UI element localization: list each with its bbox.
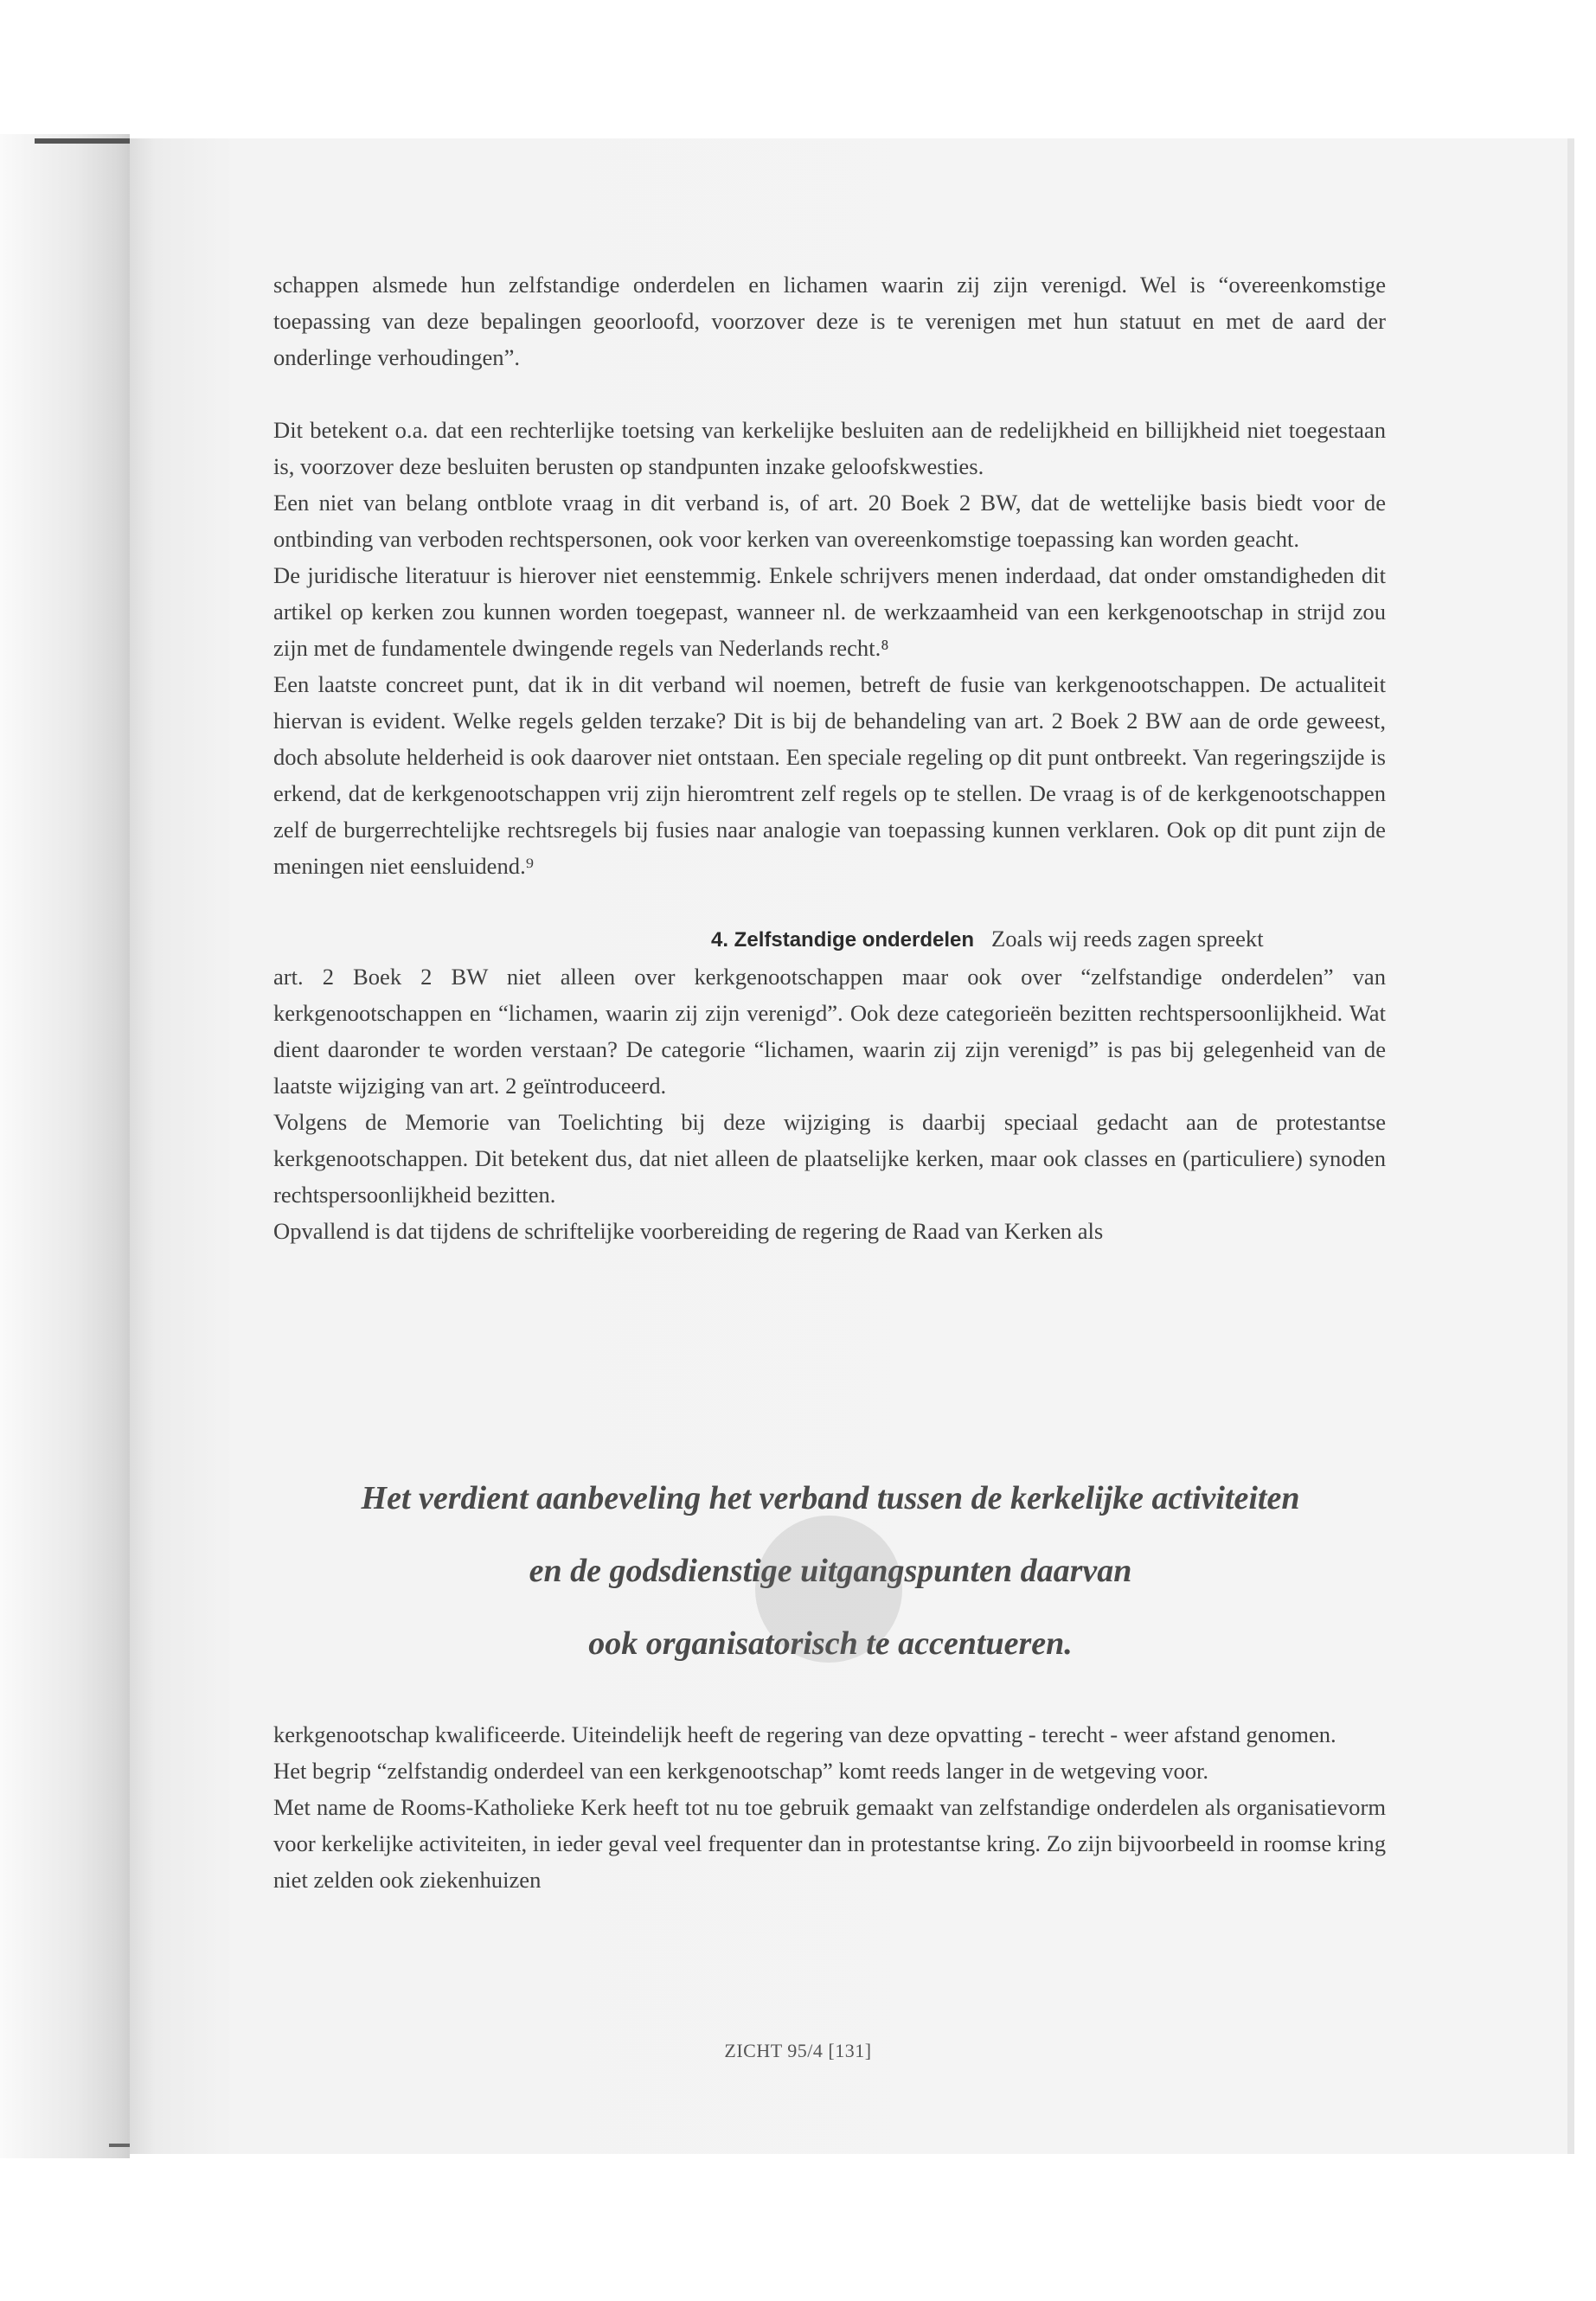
paragraph: Opvallend is dat tijdens de schriftelijke voorbereiding de regering de Raad van Kerken als xyxy=(273,1218,1104,1244)
pull-quote-line: en de godsdienstige uitgangspunten daarvan xyxy=(529,1553,1132,1589)
pull-quote-line: Het verdient aanbeveling het verband tussen de kerkelijke activiteiten xyxy=(361,1480,1300,1516)
paragraph: Een laatste concreet punt, dat ik in dit verband wil noemen, betreft de fusie van kerkgenootschappen. De actualiteit hiervan is evident. Welke regels gelden terzake? Dit is bij de behandeling van art. 2 Boek 2 BW aan de orde geweest, doch absolute helderheid is ook daarover niet ontstaan. Een speciale regeling op dit punt ontbreekt. Van regeringszijde is erkend, dat de kerkgenootschappen vrij zijn hieromtrent zelf regels op te stellen. De vraag is of de kerkgenootschappen zelf de burgerrechtelijke rechtsregels bij fusies naar analogie van toepassing kunnen verklaren. Ook op dit punt zijn de meningen niet eensluidend.⁹ xyxy=(273,671,1386,879)
paragraph: Een niet van belang ontblote vraag in dit verband is, of art. 20 Boek 2 BW, dat de wettelijke basis biedt voor de ontbinding van verboden rechtspersonen, ook voor kerken van overeenkomstige toepassing kan worden geacht. xyxy=(273,490,1386,552)
body-text-top xyxy=(273,266,1386,1249)
paragraph: De juridische literatuur is hierover niet eenstemmig. Enkele schrijvers menen inderdaad, dat onder omstandigheden dit artikel op kerken zou kunnen worden toegepast, wanneer nl. de werkzaamheid van een kerkgenootschap in strijd zou zijn met de fundamentele dwingende regels van Nederlands recht.⁸ xyxy=(273,562,1386,661)
section-heading-line xyxy=(273,920,1386,958)
section-lead: Zoals wij reeds zagen spreekt xyxy=(991,926,1264,952)
binding-mark-top xyxy=(35,138,130,144)
paragraph: schappen alsmede hun zelfstandige onderdelen en lichamen waarin zij zijn verenigd. Wel is “overeenkomstige toepassing van deze bepalingen geoorloofd, voorzover deze is te verenigen met hun statuut en met de aard der onderlinge verhoudingen”. xyxy=(273,272,1386,370)
page-footer: ZICHT 95/4 [131] xyxy=(724,2040,872,2061)
book-binding xyxy=(0,134,130,2158)
page-edge xyxy=(1567,138,1574,2154)
section-heading: 4. Zelfstandige onderdelen xyxy=(711,928,975,952)
paragraph: Het begrip “zelfstandig onderdeel van een kerkgenootschap” komt reeds langer in de wetgeving voor. xyxy=(273,1758,1209,1784)
paragraph: art. 2 Boek 2 BW niet alleen over kerkgenootschappen maar ook over “zelfstandige onderdelen” van kerkgenootschappen en “lichamen, waarin zij zijn verenigd”. Ook deze categorieën bezitten rechtspersoonlijkheid. Wat dient daaronder te worden verstaan? De categorie “lichamen, waarin zij zijn verenigd” is pas bij gelegenheid van de laatste wijziging van art. 2 geïntroduceerd. xyxy=(273,964,1386,1099)
body-text-bottom xyxy=(273,1716,1386,1898)
pull-quote-line: ook organisatorisch te accentueren. xyxy=(588,1625,1073,1662)
paragraph: Met name de Rooms-Katholieke Kerk heeft tot nu toe gebruik gemaakt van zelfstandige onderdelen als organisatievorm voor kerkelijke activiteiten, in ieder geval veel frequenter dan in protestantse kring. Zo zijn bijvoorbeeld in roomse kring niet zelden ook ziekenhuizen xyxy=(273,1794,1386,1893)
touch-indicator xyxy=(755,1516,902,1663)
paragraph: kerkgenootschap kwalificeerde. Uiteindelijk heeft de regering van deze opvatting - terecht - weer afstand genomen. xyxy=(273,1721,1336,1747)
paragraph: Volgens de Memorie van Toelichting bij deze wijziging is daarbij speciaal gedacht aan de protestantse kerkgenootschappen. Dit betekent dus, dat niet alleen de plaatselijke kerken, maar ook classes en (particuliere) synoden rechtspersoonlijkheid bezitten. xyxy=(273,1109,1386,1208)
paragraph: Dit betekent o.a. dat een rechterlijke toetsing van kerkelijke besluiten aan de redelijkheid en billijkheid niet toegestaan is, voorzover deze besluiten berusten op standpunten inzake geloofskwesties. xyxy=(273,417,1386,479)
